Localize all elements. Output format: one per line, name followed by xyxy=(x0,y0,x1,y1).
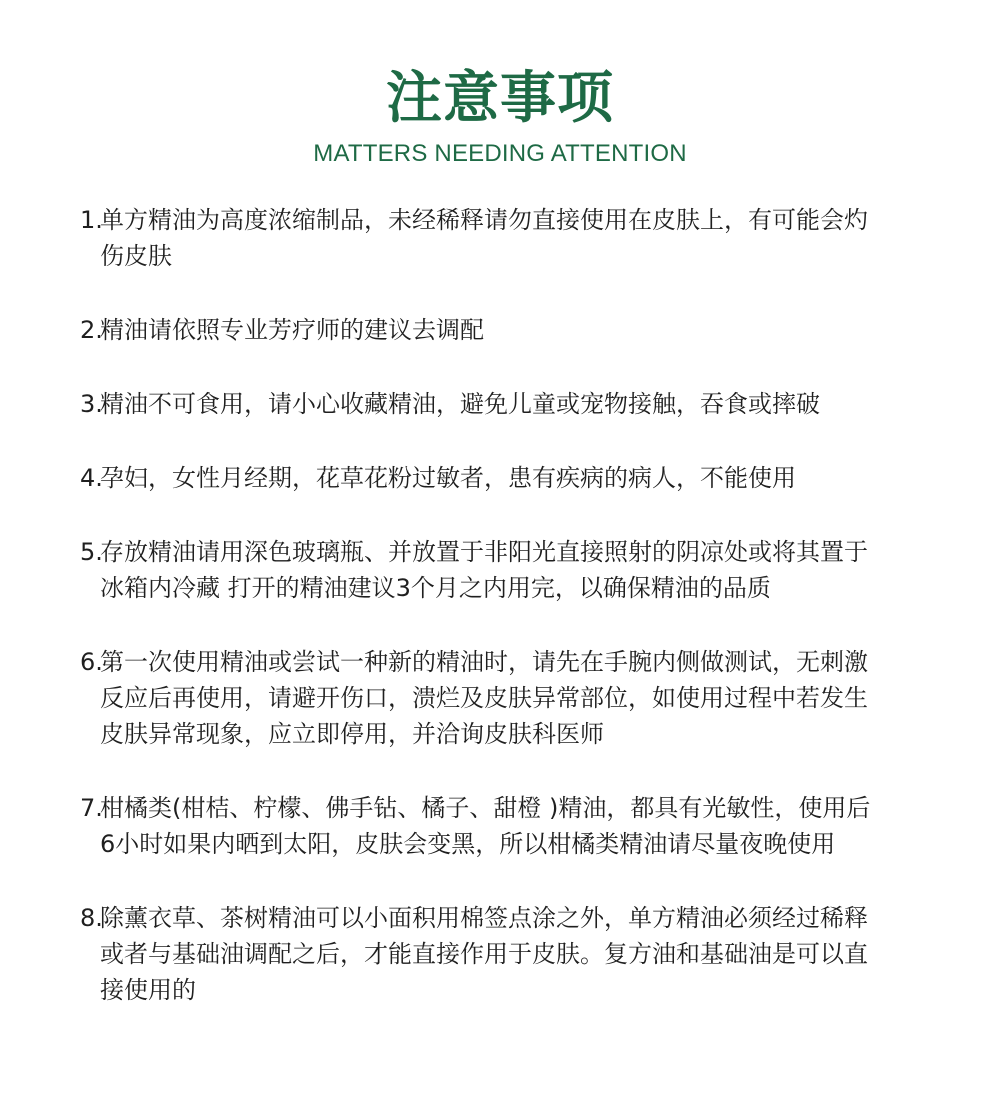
item-text xyxy=(100,644,926,752)
item-text xyxy=(100,790,926,862)
item-number: 4. xyxy=(80,464,103,492)
item-line: 柑橘类(柑桔、柠檬、佛手钻、橘子、甜橙 )精油，都具有光敏性，使用后 xyxy=(100,794,871,822)
item-line: 伤皮肤 xyxy=(100,242,172,270)
item-text xyxy=(100,386,926,422)
item-line: 反应后再使用，请避开伤口，溃烂及皮肤异常部位，如使用过程中若发生 xyxy=(100,684,868,712)
item-line: 6小时如果内晒到太阳，皮肤会变黑，所以柑橘类精油请尽量夜晚使用 xyxy=(100,830,836,858)
item-line: 精油不可食用，请小心收藏精油，避免儿童或宠物接触，吞食或摔破 xyxy=(100,390,820,418)
page-subtitle: MATTERS NEEDING ATTENTION xyxy=(313,140,687,167)
item-line: 第一次使用精油或尝试一种新的精油时，请先在手腕内侧做测试，无刺激 xyxy=(100,648,868,676)
item-text xyxy=(100,900,926,1008)
item-line: 孕妇，女性月经期，花草花粉过敏者，患有疾病的病人，不能使用 xyxy=(100,464,796,492)
item-line: 冰箱内冷藏 打开的精油建议3个月之内用完，以确保精油的品质 xyxy=(100,574,771,602)
item-line: 皮肤异常现象，应立即停用，并洽询皮肤科医师 xyxy=(100,720,604,748)
list-item xyxy=(80,790,926,862)
list-item xyxy=(80,312,926,348)
list-item xyxy=(80,644,926,752)
item-number: 2. xyxy=(80,316,103,344)
item-line: 单方精油为高度浓缩制品，未经稀释请勿直接使用在皮肤上，有可能会灼 xyxy=(100,206,868,234)
item-line: 或者与基础油调配之后，才能直接作用于皮肤。复方油和基础油是可以直 xyxy=(100,940,868,968)
list-item xyxy=(80,534,926,606)
item-line: 接使用的 xyxy=(100,976,196,1004)
item-line: 精油请依照专业芳疗师的建议去调配 xyxy=(100,316,484,344)
item-line: 存放精油请用深色玻璃瓶、并放置于非阳光直接照射的阴凉处或将其置于 xyxy=(100,538,868,566)
header xyxy=(0,68,1000,168)
attention-list xyxy=(80,202,926,1008)
item-text xyxy=(100,460,926,496)
item-text xyxy=(100,202,926,274)
item-text xyxy=(100,534,926,606)
page-title: 注意事项 xyxy=(386,66,614,131)
item-line: 除薰衣草、茶树精油可以小面积用棉签点涂之外，单方精油必须经过稀释 xyxy=(100,904,868,932)
list-item xyxy=(80,202,926,274)
item-number: 6. xyxy=(80,648,103,676)
list-item xyxy=(80,900,926,1008)
item-number: 5. xyxy=(80,538,103,566)
item-number: 1. xyxy=(80,206,103,234)
list-item xyxy=(80,460,926,496)
item-number: 7. xyxy=(80,794,103,822)
list-item xyxy=(80,386,926,422)
item-number: 8. xyxy=(80,904,103,932)
item-number: 3. xyxy=(80,390,103,418)
item-text xyxy=(100,312,926,348)
